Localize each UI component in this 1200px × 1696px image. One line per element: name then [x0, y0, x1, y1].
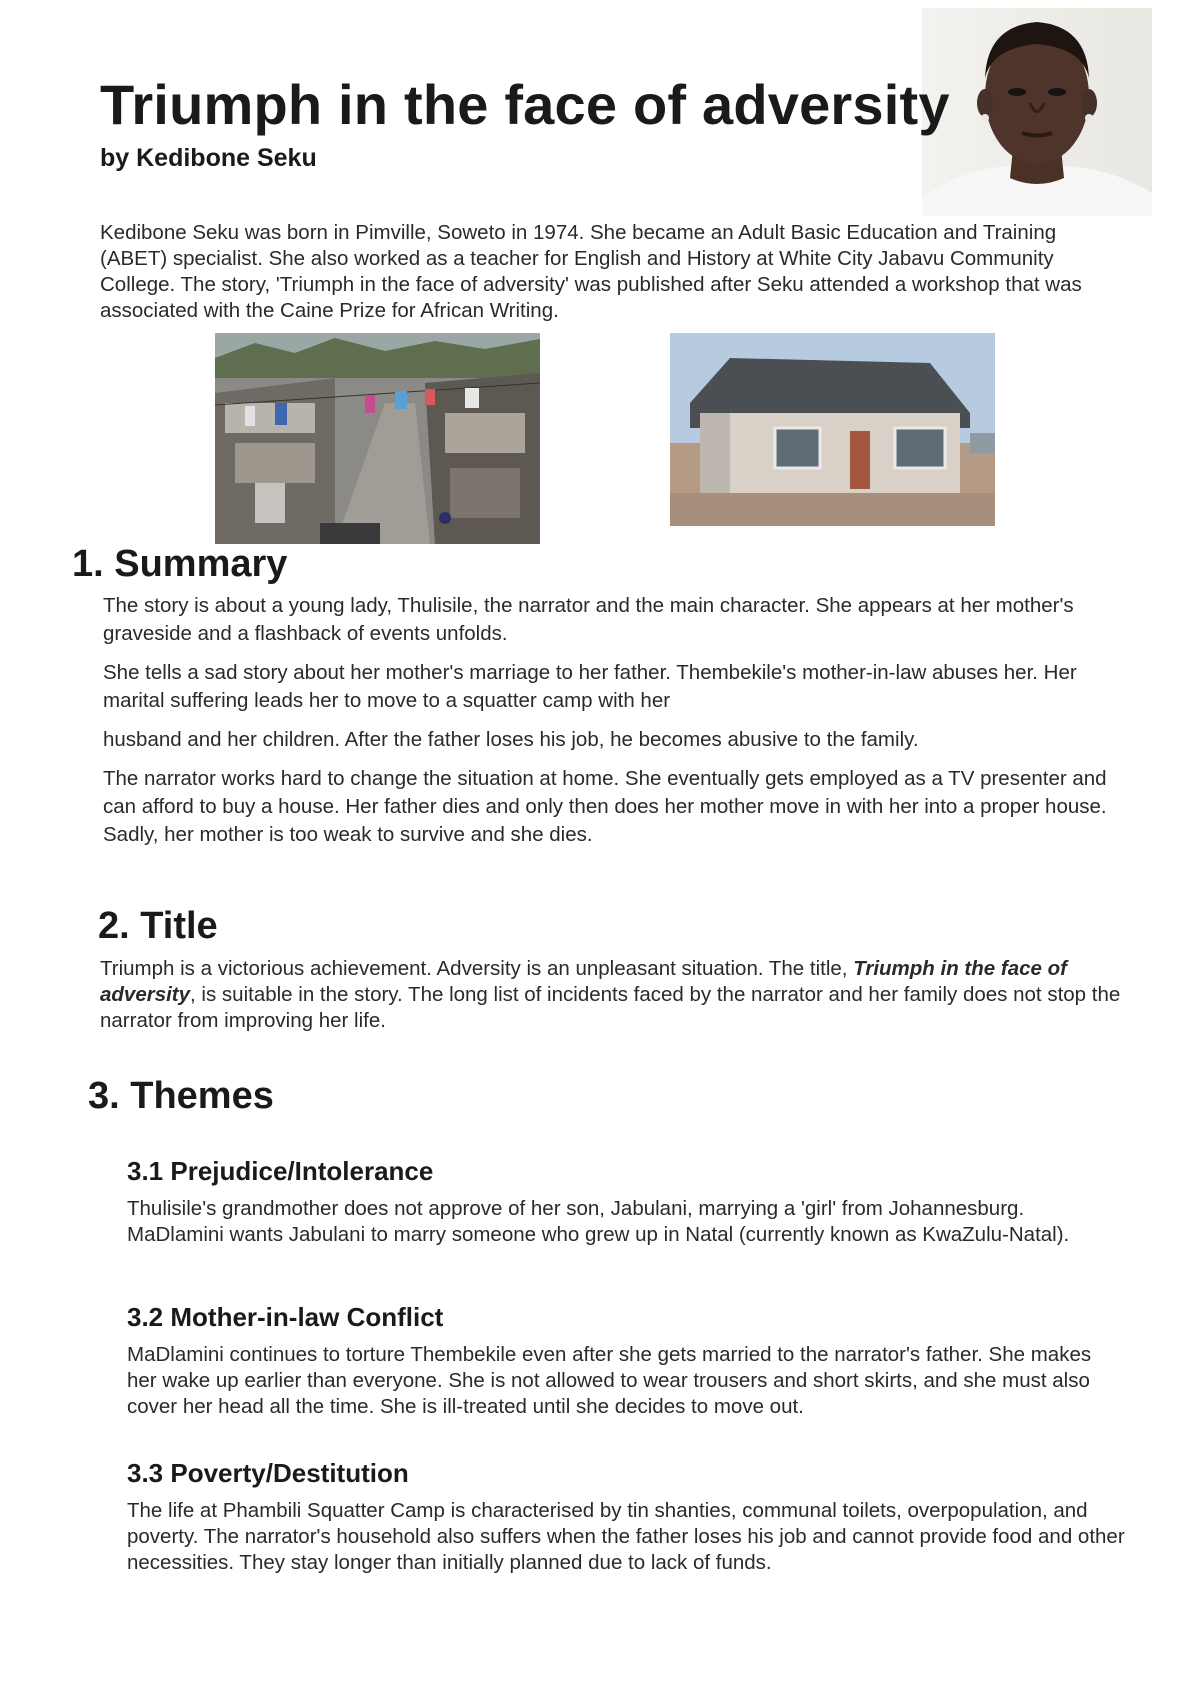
title-emphasis: Triumph in the face of adversity: [100, 957, 1067, 1006]
document-title: Triumph in the face of adversity: [100, 73, 950, 136]
theme-heading: 3.2 Mother-in-law Conflict: [127, 1302, 444, 1332]
theme-text: Thulisile's grandmother does not approve of her son, Jabulani, marrying a 'girl' from Johannesburg. MaDlamini wants Jabulani to marry someone who grew up in Natal (currently known as KwaZulu-Natal).: [127, 1197, 1070, 1246]
title-paragraph: [100, 956, 1130, 1034]
themes-heading: 3. Themes: [88, 1075, 274, 1117]
author-byline: by Kedibone Seku: [100, 144, 317, 172]
author-portrait: [922, 8, 1152, 216]
summary-paragraph: The narrator works hard to change the situation at home. She eventually gets employed as a TV presenter and can afford to buy a house. Her father dies and only then does her mother move in with her into a proper house. Sadly, her mother is too weak to survive and she dies.: [103, 767, 1107, 846]
title-text-after: , is suitable in the story. The long list of incidents faced by the narrator and her family does not stop the narrator from improving her life.: [100, 983, 1121, 1032]
summary-heading: 1. Summary: [72, 543, 288, 585]
author-bio: Kedibone Seku was born in Pimville, Soweto in 1974. She became an Adult Basic Education and Training (ABET) specialist. She also worked as a teacher for English and History at White City Jabavu Community College. The story, 'Triumph in the face of adversity' was published after Seku attended a workshop that was associated with the Caine Prize for African Writing.: [100, 221, 1082, 322]
summary-paragraph: The story is about a young lady, Thulisile, the narrator and the main character. She appears at her mother's graveside and a flashback of events unfolds.: [103, 594, 1074, 645]
title-heading: 2. Title: [98, 905, 218, 947]
theme-text: The life at Phambili Squatter Camp is characterised by tin shanties, communal toilets, overpopulation, and poverty. The narrator's household also suffers when the father loses his job and cannot provide food and other necessities. They stay longer than initially planned due to lack of funds.: [127, 1499, 1125, 1574]
house-photo: [670, 333, 995, 526]
theme-heading: 3.1 Prejudice/Intolerance: [127, 1156, 434, 1186]
squatter-camp-photo: [215, 333, 540, 544]
theme-heading: 3.3 Poverty/Destitution: [127, 1458, 409, 1488]
summary-paragraph: husband and her children. After the father loses his job, he becomes abusive to the family.: [103, 728, 919, 751]
title-text-before: Triumph is a victorious achievement. Adversity is an unpleasant situation. The title,: [100, 957, 854, 980]
summary-paragraph: She tells a sad story about her mother's marriage to her father. Thembekile's mother-in-law abuses her. Her marital suffering leads her to move to a squatter camp with her: [103, 661, 1077, 712]
theme-text: MaDlamini continues to torture Thembekile even after she gets married to the narrator's father. She makes her wake up earlier than everyone. She is not allowed to wear trousers and short skirts, and she must also cover her head all the time. She is ill-treated until she decides to move out.: [127, 1343, 1092, 1418]
